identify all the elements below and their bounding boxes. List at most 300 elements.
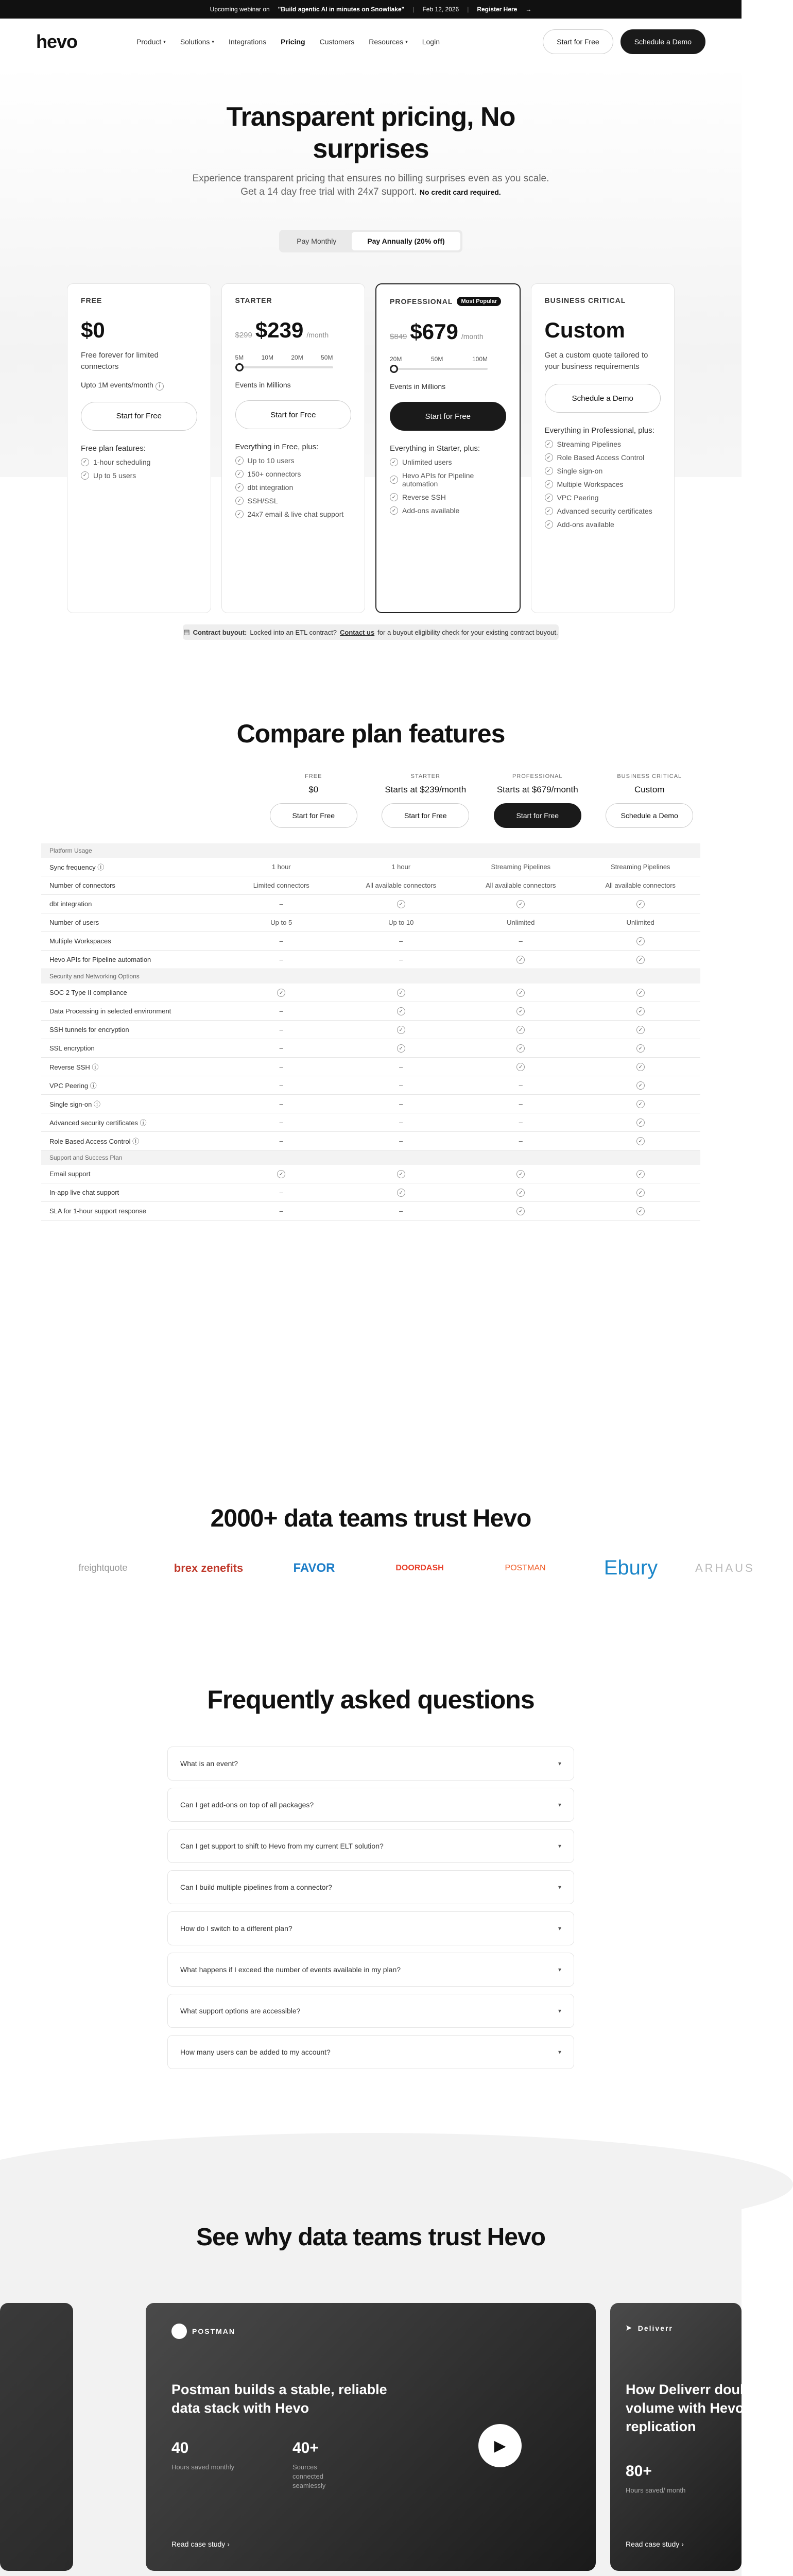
plan-name: STARTER [235, 296, 272, 304]
col-plan-price: Starts at $679/month [496, 785, 578, 794]
faq-item[interactable] [167, 2035, 574, 2069]
nav-item-resources[interactable] [369, 38, 407, 46]
slider-tick: 20M [390, 355, 402, 363]
feature-item [235, 470, 352, 478]
feature-text: VPC Peering [557, 494, 599, 502]
trust-section [0, 1504, 755, 1580]
slider-track[interactable] [235, 366, 333, 368]
hero-subtitle [0, 172, 742, 199]
plan-description: Free forever for limited connectors [81, 351, 159, 371]
check-icon: ✓ [545, 480, 553, 488]
feature-text: Advanced security certificates [557, 507, 652, 515]
nav-menu [136, 38, 440, 46]
nav-item-pricing[interactable]: Pricing [281, 38, 305, 46]
feature-value: All available connectors [485, 882, 556, 889]
faq-item[interactable] [167, 1788, 574, 1822]
events-limit: Upto 1M events/month [81, 381, 153, 389]
doordash-logo: DOORDASH [395, 1563, 444, 1572]
check-icon: ✓ [397, 1007, 405, 1015]
slider-track[interactable] [390, 368, 488, 370]
check-icon: ✓ [277, 1170, 285, 1178]
col-cta-button[interactable]: Schedule a Demo [606, 803, 693, 828]
customer-stories [0, 2164, 769, 2576]
postman-logo: POSTMAN [505, 1563, 546, 1572]
check-icon: ✓ [235, 497, 244, 505]
feature-value: 1 hour [391, 863, 411, 871]
feature-value [581, 1118, 701, 1127]
brand-name: POSTMAN [192, 2327, 235, 2335]
plan-events [81, 381, 197, 391]
trust-title: 2000+ data teams trust Hevo [210, 1505, 531, 1532]
plan-cta-button[interactable]: Start for Free [235, 400, 352, 429]
table-row [41, 876, 700, 895]
faq-question: What happens if I exceed the number of events available in my plan? [180, 1965, 401, 1974]
nav-label: Resources [369, 38, 404, 46]
nav-item-integrations[interactable]: Integrations [228, 38, 267, 46]
story-stat: 40+ [292, 2439, 319, 2456]
events-label: Events in Millions [235, 381, 291, 389]
contract-buyout-notice [183, 624, 559, 640]
compare-section [0, 719, 742, 1221]
feature-value [581, 1188, 701, 1197]
feature-item [81, 458, 197, 466]
feature-value: All available connectors [605, 882, 676, 889]
check-icon: ✓ [235, 510, 244, 518]
feature-name: Multiple Workspaces [49, 937, 111, 945]
check-icon: ✓ [397, 1189, 405, 1197]
link-text: Read case study [626, 2540, 680, 2548]
chevron-right-icon: › [227, 2540, 230, 2548]
story-stat-label: Sources connected seamlessly [292, 2463, 326, 2489]
feature-value [581, 1081, 701, 1090]
nav-item-login[interactable]: Login [422, 38, 440, 46]
feature-value: – [519, 1081, 523, 1089]
table-row [41, 1113, 700, 1132]
feature-text: Unlimited users [402, 458, 452, 466]
check-icon: ✓ [636, 1100, 645, 1108]
slider-tick: 50M [430, 355, 443, 363]
feature-value [581, 1044, 701, 1053]
feature-label: Everything in Free, plus: [235, 443, 319, 451]
feature-value [581, 1007, 701, 1016]
plan-card-free [67, 283, 211, 613]
chevron-down-icon: ▾ [558, 1842, 561, 1850]
slider-handle[interactable] [390, 365, 398, 373]
feature-text: Role Based Access Control [557, 453, 645, 462]
feature-value: – [279, 900, 283, 908]
feature-value: Streaming Pipelines [491, 863, 551, 871]
hero-sub-line: Experience transparent pricing that ensures no billing surprises even as you scale. [192, 173, 549, 184]
compare-col [594, 773, 706, 828]
story-card-postman[interactable] [146, 2303, 596, 2571]
feature-value [581, 1099, 701, 1109]
read-case-study-link[interactable] [171, 2540, 230, 2548]
feature-value: 1 hour [271, 863, 291, 871]
check-icon: ✓ [636, 1044, 645, 1053]
notice-text: Locked into an ETL contract? [250, 628, 337, 636]
table-section-header: Support and Success Plan [41, 1150, 700, 1165]
feature-value: – [279, 1118, 283, 1126]
table-row [41, 1002, 700, 1021]
chevron-down-icon: ▾ [558, 1760, 561, 1767]
feature-text: Add-ons available [402, 506, 460, 515]
feature-value: Streaming Pipelines [610, 863, 670, 871]
nav-label: Solutions [180, 38, 210, 46]
feature-value: – [399, 1207, 403, 1215]
table-row [41, 1183, 700, 1202]
col-plan-price: Starts at $239/month [385, 785, 467, 794]
check-icon: ✓ [235, 456, 244, 465]
plan-price: $239 [255, 318, 304, 342]
feature-item [545, 520, 661, 529]
check-icon: ✓ [516, 1007, 525, 1015]
pay-monthly-option[interactable]: Pay Monthly [297, 237, 337, 245]
feature-name: SOC 2 Type II compliance [49, 989, 127, 996]
brex-zenefits-logo: brex zenefits [174, 1561, 244, 1574]
notice-label: Contract buyout: [193, 628, 247, 636]
check-icon: ✓ [545, 453, 553, 462]
col-cta-button[interactable]: Start for Free [270, 803, 357, 828]
feature-value: – [279, 1007, 283, 1015]
col-plan-price: Custom [634, 785, 665, 794]
feature-name: SLA for 1-hour support response [49, 1207, 146, 1215]
feature-item [545, 467, 661, 475]
feature-value: Limited connectors [253, 882, 309, 889]
feature-value [221, 988, 341, 997]
check-icon: ✓ [397, 900, 405, 908]
feature-item [390, 471, 506, 488]
faq-item[interactable] [167, 1870, 574, 1904]
feature-item [235, 510, 352, 518]
check-icon: ✓ [516, 956, 525, 964]
feature-name: Reverse SSH ⓘ [49, 1063, 99, 1071]
feature-value [461, 1188, 581, 1197]
faq-question: How many users can be added to my account? [180, 2048, 331, 2056]
nav-item-customers[interactable]: Customers [319, 38, 355, 46]
check-icon: ✓ [636, 1118, 645, 1127]
check-icon: ✓ [516, 1063, 525, 1071]
feature-value: – [399, 956, 403, 963]
check-icon: ✓ [636, 900, 645, 908]
check-icon: ✓ [636, 1137, 645, 1145]
feature-item [545, 453, 661, 462]
feature-name: Hevo APIs for Pipeline automation [49, 956, 151, 963]
col-plan-name: STARTER [410, 773, 440, 779]
faq-question: Can I build multiple pipelines from a connector? [180, 1883, 332, 1891]
arrow-right-icon: → [525, 6, 532, 13]
feature-value: All available connectors [366, 882, 437, 889]
feature-value [221, 1170, 341, 1179]
feature-value [461, 1007, 581, 1016]
start-free-button[interactable]: Start for Free [543, 29, 613, 54]
feature-item [545, 507, 661, 515]
story-title: How Deliverr doubled volume with Hevo replication [626, 2382, 769, 2434]
compare-title: Compare plan features [236, 719, 505, 748]
feature-value: Up to 10 [388, 919, 414, 926]
contact-us-link[interactable]: Contact us [340, 628, 375, 636]
feature-value: – [519, 937, 523, 945]
check-icon: ✓ [636, 1170, 645, 1178]
feature-item [390, 493, 506, 501]
story-stat: 80+ [626, 2463, 652, 2480]
feature-label: Free plan features: [81, 444, 146, 453]
feature-value [581, 937, 701, 946]
feature-value [581, 900, 701, 909]
info-icon[interactable]: i [156, 382, 164, 391]
faq-item[interactable] [167, 1994, 574, 2028]
feature-name: Number of users [49, 919, 99, 926]
col-plan-name: FREE [305, 773, 322, 779]
feature-item [390, 458, 506, 466]
feature-value [341, 1025, 461, 1035]
top-nav [0, 19, 742, 65]
chevron-down-icon: ▾ [405, 39, 408, 44]
plan-card-business-critical [531, 283, 675, 613]
feature-text: 1-hour scheduling [93, 457, 151, 466]
table-section-header: Security and Networking Options [41, 969, 700, 984]
announcement-bar [0, 0, 742, 19]
deliverr-logo [626, 2324, 673, 2332]
pay-annually-option[interactable]: Pay Annually (20% off) [352, 232, 460, 250]
col-cta-button[interactable]: Start for Free [382, 803, 469, 828]
read-case-study-link[interactable] [626, 2540, 684, 2548]
feature-value: – [399, 1081, 403, 1089]
table-row [41, 932, 700, 951]
story-title: Postman builds a stable, reliable data stack with Hevo [171, 2382, 387, 2416]
check-icon: ✓ [390, 506, 398, 515]
feature-value [341, 1007, 461, 1016]
slider-tick: 50M [321, 354, 333, 361]
story-card-previous[interactable] [0, 2303, 73, 2571]
plan-cta-button[interactable]: Schedule a Demo [545, 384, 661, 413]
feature-name: SSH tunnels for encryption [49, 1026, 129, 1033]
check-icon: ✓ [516, 900, 525, 908]
slider-handle[interactable] [235, 363, 244, 371]
slider-tick: 10M [261, 354, 273, 361]
check-icon: ✓ [545, 440, 553, 448]
feature-item [545, 440, 661, 448]
plan-name: BUSINESS CRITICAL [544, 296, 626, 304]
plan-cta-button[interactable]: Start for Free [81, 402, 197, 431]
check-icon: ✓ [516, 1189, 525, 1197]
story-card-deliverr[interactable] [610, 2303, 769, 2571]
check-icon: ✓ [516, 1207, 525, 1215]
ebury-logo: Ebury [604, 1556, 658, 1579]
hevo-logo[interactable]: hevo [36, 31, 78, 52]
feature-name: In-app live chat support [49, 1189, 119, 1196]
feature-value: – [399, 1063, 403, 1071]
faq-question: Can I get add-ons on top of all packages? [180, 1801, 314, 1809]
nav-item-product[interactable] [136, 38, 166, 46]
check-icon: ✓ [636, 956, 645, 964]
check-icon: ✓ [235, 470, 244, 478]
faq-item[interactable] [167, 1911, 574, 1945]
feature-label: Everything in Professional, plus: [544, 426, 654, 435]
feature-text: Add-ons available [557, 520, 614, 529]
feature-text: 24x7 email & live chat support [247, 510, 344, 518]
feature-value: – [399, 1100, 403, 1108]
plan-price: Custom [544, 318, 625, 342]
chevron-down-icon: ▾ [212, 39, 214, 44]
story-stat-label: Hours saved monthly [171, 2463, 235, 2471]
chevron-down-icon: ▾ [558, 1801, 561, 1808]
feature-value [341, 1170, 461, 1179]
feature-value [461, 1207, 581, 1216]
feature-item [390, 506, 506, 515]
check-icon: ✓ [397, 1026, 405, 1034]
check-icon: ✓ [636, 989, 645, 997]
feature-name: Role Based Access Control ⓘ [49, 1138, 140, 1145]
separator: | [467, 6, 469, 13]
feature-name: SSL encryption [49, 1044, 95, 1052]
feature-value: Up to 5 [270, 919, 292, 926]
postman-icon [171, 2324, 187, 2339]
price-period: /month [461, 332, 484, 341]
separator: | [412, 6, 415, 13]
check-icon: ✓ [545, 494, 553, 502]
feature-value: – [279, 1026, 283, 1033]
chevron-down-icon: ▾ [558, 1884, 561, 1891]
check-icon: ✓ [636, 1007, 645, 1015]
feature-value: – [279, 1100, 283, 1108]
chevron-down-icon: ▾ [163, 39, 166, 44]
check-icon: ✓ [636, 1063, 645, 1071]
plan-card-professional [375, 283, 521, 613]
document-icon: ▤ [183, 628, 190, 636]
check-icon: ✓ [545, 467, 553, 475]
no-credit-card-note: No credit card required. [419, 188, 501, 196]
feature-item [545, 494, 661, 502]
feature-label: Everything in Starter, plus: [390, 444, 480, 453]
feature-text: Hevo APIs for Pipeline automation [402, 471, 474, 488]
feature-value [581, 1170, 701, 1179]
check-icon: ✓ [81, 458, 89, 466]
table-row [41, 858, 700, 876]
table-row [41, 913, 700, 932]
table-row [41, 1058, 700, 1076]
feature-value: – [279, 956, 283, 963]
faq-question: How do I switch to a different plan? [180, 1924, 292, 1933]
old-price: $299 [235, 331, 252, 340]
check-icon: ✓ [516, 1170, 525, 1178]
table-section-header: Platform Usage [41, 843, 700, 858]
check-icon: ✓ [636, 1026, 645, 1034]
faq-item[interactable] [167, 1747, 574, 1781]
slider-tick: 5M [235, 354, 244, 361]
plan-price: $0 [81, 318, 105, 342]
feature-name: VPC Peering ⓘ [49, 1082, 97, 1090]
table-row [41, 1132, 700, 1150]
feature-value: Unlimited [626, 919, 654, 926]
faq-item[interactable] [167, 1829, 574, 1863]
feature-value: – [519, 1137, 523, 1145]
feature-value [581, 1062, 701, 1072]
feature-value [581, 1025, 701, 1035]
table-row [41, 1202, 700, 1221]
plan-name: FREE [81, 296, 102, 304]
check-icon: ✓ [397, 1170, 405, 1178]
feature-name: dbt integration [49, 900, 92, 908]
col-cta-button[interactable]: Start for Free [494, 803, 581, 828]
feature-value: – [279, 1044, 283, 1052]
customer-logos [0, 1556, 755, 1580]
feature-text: Multiple Workspaces [557, 480, 624, 488]
plan-cards [67, 283, 675, 613]
nav-item-solutions[interactable] [180, 38, 214, 46]
table-row [41, 951, 700, 969]
feature-value: – [519, 1100, 523, 1108]
compare-col [481, 773, 594, 828]
old-price: $849 [390, 332, 407, 341]
freightquote-logo: freightquote [78, 1563, 128, 1573]
feature-item [235, 483, 352, 492]
check-icon: ✓ [390, 493, 398, 501]
feature-text: Single sign-on [557, 467, 603, 475]
feature-item [545, 480, 661, 488]
feature-value [341, 1188, 461, 1197]
feature-value [461, 1062, 581, 1072]
feature-value: – [279, 937, 283, 945]
table-row [41, 895, 700, 913]
check-icon: ✓ [636, 1189, 645, 1197]
check-icon: ✓ [516, 989, 525, 997]
table-row [41, 984, 700, 1002]
chevron-down-icon: ▾ [558, 1925, 561, 1932]
chevron-down-icon: ▾ [558, 2007, 561, 2014]
feature-value [461, 1044, 581, 1053]
check-icon: ✓ [390, 476, 398, 484]
events-slider[interactable] [390, 355, 506, 377]
check-icon: ✓ [545, 507, 553, 515]
check-icon: ✓ [390, 458, 398, 466]
feature-name: Sync frequency ⓘ [49, 863, 105, 871]
feature-name: Number of connectors [49, 882, 115, 889]
plan-name [390, 297, 506, 306]
faq-title: Frequently asked questions [207, 1685, 535, 1714]
schedule-demo-button[interactable]: Schedule a Demo [620, 29, 705, 54]
faq-list [167, 1747, 574, 2069]
faq-item[interactable] [167, 1953, 574, 1987]
faq-section [0, 1685, 742, 2076]
table-row [41, 1076, 700, 1095]
register-link[interactable]: Register Here [477, 6, 518, 13]
feature-value [341, 1044, 461, 1053]
postman-logo [171, 2324, 235, 2339]
col-plan-price: $0 [308, 785, 319, 794]
feature-value: Unlimited [507, 919, 535, 926]
page-title: Transparent pricing, No surprises [226, 102, 515, 164]
announcement-pre: Upcoming webinar on [210, 6, 270, 13]
table-row [41, 1095, 700, 1113]
check-icon: ✓ [397, 989, 405, 997]
feature-value: – [399, 937, 403, 945]
feature-value [581, 1207, 701, 1216]
feature-text: Streaming Pipelines [557, 440, 622, 448]
events-slider[interactable] [235, 354, 352, 376]
play-icon[interactable]: ▶ [478, 2424, 522, 2467]
feature-name: Data Processing in selected environment [49, 1007, 171, 1015]
story-stat-label: Hours saved/ month [626, 2486, 686, 2494]
feature-item [235, 456, 352, 465]
feature-value: – [279, 1207, 283, 1215]
plan-cta-button[interactable]: Start for Free [390, 402, 506, 431]
plan-price: $679 [410, 319, 458, 344]
plan-description: Get a custom quote tailored to your business requirements [544, 351, 648, 371]
slider-tick: 20M [291, 354, 303, 361]
feature-value: – [279, 1063, 283, 1071]
faq-question: Can I get support to shift to Hevo from my current ELT solution? [180, 1842, 384, 1850]
feature-text: Reverse SSH [402, 493, 446, 501]
